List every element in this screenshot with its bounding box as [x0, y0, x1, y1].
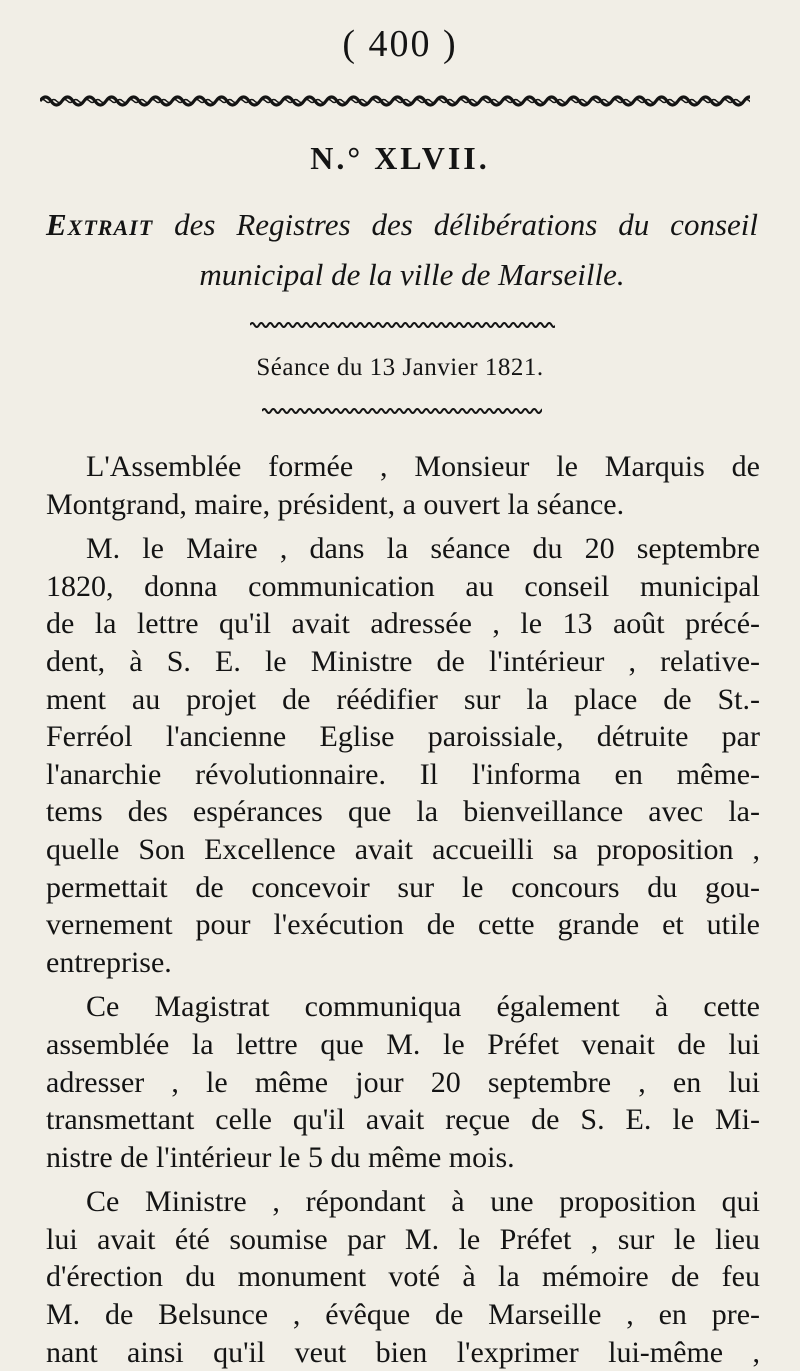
text-line: de la lettre qu'il avait adressée , le 13 août précé- — [46, 607, 760, 641]
text-line: tems des espérances que la bienveillance avec la- — [46, 795, 760, 829]
title-line-1 — [46, 200, 758, 250]
document-number-heading: N.° XLVII. — [310, 140, 490, 176]
paragraph-2 — [46, 530, 760, 981]
text-line: d'érection du monument voté à la mémoire de feu — [46, 1260, 760, 1294]
text-line: lui avait été soumise par M. le Préfet , sur le lieu — [46, 1222, 760, 1256]
text-line: transmettant celle qu'il avait reçue de S. E. le Mi- — [46, 1103, 760, 1137]
text-line: quelle Son Excellence avait accueilli sa proposition , — [46, 832, 760, 866]
title-line-1-rest: des Registres des délibérations du conseil — [153, 207, 758, 242]
text-line: l'anarchie révolutionnaire. Il l'informa en même- — [46, 757, 760, 791]
text-line: ment au projet de réédifier sur la place de St.- — [46, 682, 760, 716]
text-line: nistre de l'intérieur le 5 du même mois. — [46, 1140, 515, 1174]
text-line: Ce Magistrat communiqua également à cette — [86, 990, 760, 1024]
text-line: adresser , le même jour 20 septembre , en lui — [46, 1065, 760, 1099]
text-line: M. le Maire , dans la séance du 20 septembre — [86, 532, 760, 566]
text-line: Montgrand, maire, président, a ouvert la séance. — [46, 487, 625, 521]
text-line: Ce Ministre , répondant à une proposition qui — [86, 1185, 760, 1219]
small-wave-rule-bottom — [262, 404, 542, 418]
title-line-2: municipal de la ville de Marseille. — [199, 257, 625, 292]
text-line: M. de Belsunce , évêque de Marseille , en pre- — [46, 1298, 760, 1332]
paragraph-1 — [46, 448, 760, 523]
text-line: vernement pour l'exécution de cette grande et utile — [46, 908, 760, 942]
text-line: Ferréol l'ancienne Eglise paroissiale, détruite par — [46, 720, 760, 754]
text-line: entreprise. — [46, 945, 172, 979]
text-line: permettait de concevoir sur le concours du gou- — [46, 870, 760, 904]
text-line: dent, à S. E. le Ministre de l'intérieur , relative- — [46, 644, 760, 678]
page-number: ( 400 ) — [342, 23, 458, 65]
body-text — [46, 448, 760, 1371]
document-title — [46, 200, 758, 300]
text-line: assemblée la lettre que M. le Préfet venait de lui — [46, 1027, 760, 1061]
text-line: L'Assemblée formée , Monsieur le Marquis de — [86, 450, 760, 483]
ornamental-wave-rule — [40, 88, 750, 114]
session-date: Séance du 13 Janvier 1821. — [256, 354, 544, 381]
text-line: 1820, donna communication au conseil municipal — [46, 569, 760, 603]
small-wave-rule-top — [250, 318, 555, 332]
title-lead-word: Extrait — [46, 207, 154, 242]
paragraph-3 — [46, 988, 760, 1176]
paragraph-4 — [46, 1183, 760, 1371]
text-line: nant ainsi qu'il veut bien l'exprimer lui-même , — [46, 1335, 760, 1369]
